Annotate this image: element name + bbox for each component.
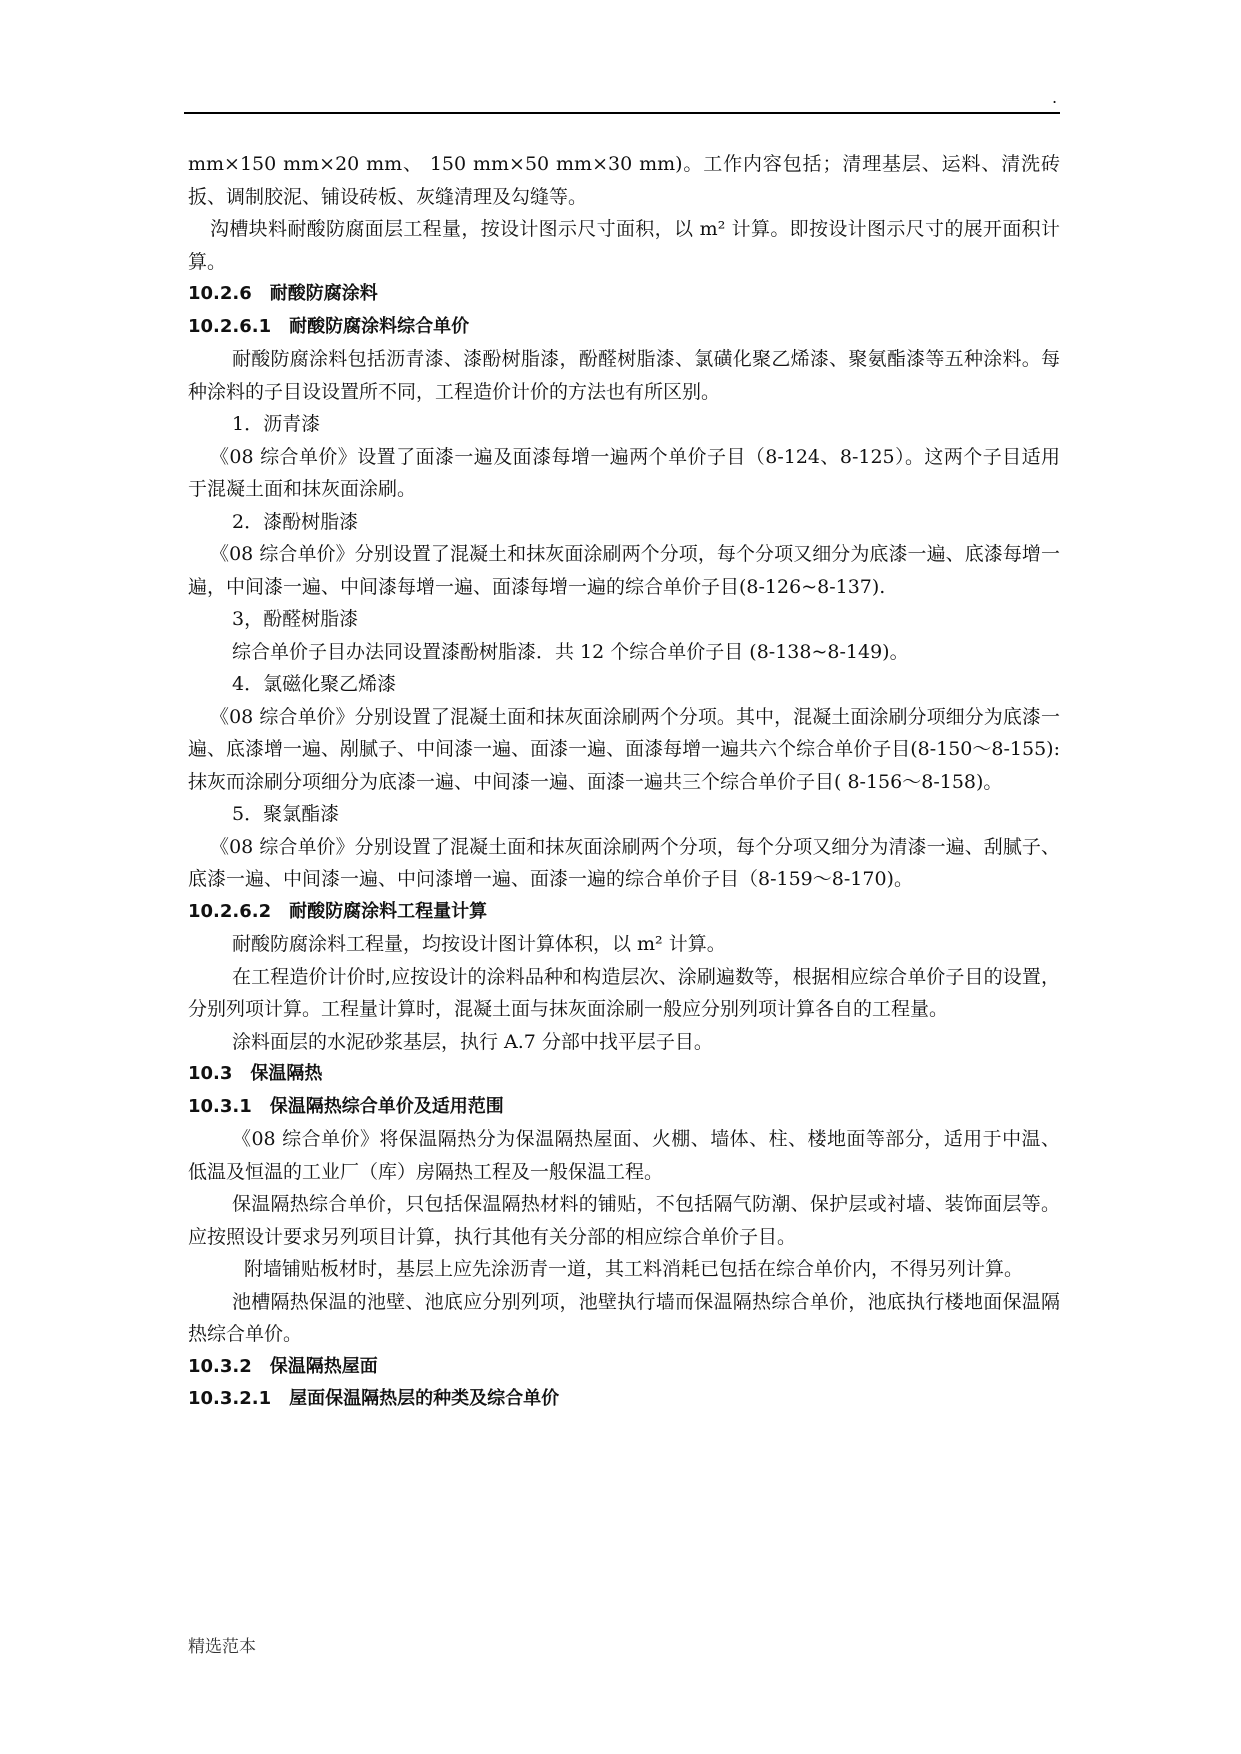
- list-heading: 4．氯磁化聚乙烯漆: [232, 673, 397, 695]
- list-heading: 2．漆酚树脂漆: [232, 510, 359, 533]
- list-heading: 3，酚醛树脂漆: [232, 608, 359, 630]
- paragraph: 沟槽块料耐酸防腐面层工程量，按设计图示尺寸面积，以 m² 计算。即按设计图示尺寸的展开面积计算。: [188, 218, 1060, 273]
- paragraph: mm×150 mm×20 mm、 150 mm×50 mm×30 mm)。工作内容包括；清理基层、运料、清洗砖扳、调制胶泥、铺设砖板、灰缝清理及勾缝等。: [188, 153, 1060, 208]
- header-rule: [184, 112, 1060, 114]
- paragraph: 《08 综合单价》将保温隔热分为保温隔热屋面、火棚、墙体、柱、楼地面等部分，适用于中温、低温及恒温的工业厂（库）房隔热工程及一般保温工程。: [188, 1128, 1060, 1183]
- paragraph: 池槽隔热保温的池壁、池底应分别列项，池壁执行墙而保温隔热综合单价，池底执行楼地面保温隔热综合单价。: [188, 1290, 1060, 1345]
- paragraph: 附墙铺贴板材时，基层上应先涂沥青一道，其工料消耗已包括在综合单价内，不得另列计算。: [244, 1258, 1024, 1280]
- document-body: [188, 148, 1060, 1416]
- paragraph: 综合单价子目办法同设置漆酚树脂漆．共 12 个综合单价子目 (8-138~8-149)。: [232, 640, 909, 663]
- section-heading: 10.3 保温隔热: [188, 1063, 323, 1084]
- list-heading: 1．沥青漆: [232, 413, 321, 435]
- section-heading: 10.2.6.2 耐酸防腐涂料工程量计算: [188, 900, 488, 922]
- section-heading: 10.2.6.1 耐酸防腐涂料综合单价: [188, 315, 470, 337]
- section-heading: 10.3.2.1 屋面保温隔热层的种类及综合单价: [188, 1388, 560, 1409]
- paragraph: 《08 综合单价》分别设置了混凝土面和抹灰面涂刷两个分项，每个分项又细分为清漆一遍、刮腻子、底漆一遍、中间漆一遍、中问漆增一遍、面漆一遍的综合单价子目（8-159～8-170)。: [188, 835, 1060, 890]
- paragraph: 耐酸防腐涂料包括沥青漆、漆酚树脂漆，酚醛树脂漆、氯磺化聚乙烯漆、聚氨酯漆等五种涂料。每种涂料的子目设设置所不同，工程造价计价的方法也有所区别。: [188, 348, 1060, 403]
- section-heading: 10.3.1 保温隔热综合单价及适用范围: [188, 1095, 504, 1117]
- paragraph: 涂料面层的水泥砂浆基层，执行 A.7 分部中找平层子目。: [232, 1030, 713, 1053]
- section-heading: 10.3.2 保温隔热屋面: [188, 1355, 378, 1377]
- header-mark: .: [1052, 88, 1058, 107]
- paragraph: 保温隔热综合单价，只包括保温隔热材料的铺贴，不包括隔气防潮、保护层或衬墙、装饰面层等。应按照设计要求另列项目计算，执行其他有关分部的相应综合单价子目。: [188, 1193, 1060, 1248]
- paragraph: 《08 综合单价》分别设置了混凝土面和抹灰面涂刷两个分项。其中，混凝土面涂刷分项细分为底漆一遍、底漆增一遍、剐腻子、中间漆一遍、面漆一遍、面漆每增一遍共六个综合单价子目(8-150～8-155):抹灰而涂刷分项细分为底漆一遍、中间漆一遍、面漆一遍共三个综合单价子目( 8-156～8-158)。: [188, 705, 1060, 793]
- section-heading: 10.2.6 耐酸防腐涂料: [188, 283, 378, 304]
- paragraph: 耐酸防腐涂料工程量，均按设计图计算体积，以 m² 计算。: [232, 933, 726, 955]
- footer-text: 精选范本: [188, 1637, 256, 1657]
- list-heading: 5．聚氯酯漆: [232, 803, 340, 825]
- paragraph: 《08 综合单价》设置了面漆一遍及面漆每增一遍两个单价子目（8-124、8-125）。这两个子目适用于混凝土面和抹灰面涂刷。: [188, 445, 1060, 500]
- paragraph: 在工程造价计价时,应按设计的涂料品种和构造层次、涂刷遍数等，根据相应综合单价子目的设置，分别列项计算。工程量计算时，混凝土面与抹灰面涂刷一般应分别列项计算各自的工程量。: [188, 965, 1060, 1020]
- paragraph: 《08 综合单价》分别设置了混凝土和抹灰面涂刷两个分项，每个分项又细分为底漆一遍、底漆每增一遍，中间漆一遍、中间漆每增一遍、面漆每增一遍的综合单价子目(8-126~8-137).: [188, 543, 1060, 598]
